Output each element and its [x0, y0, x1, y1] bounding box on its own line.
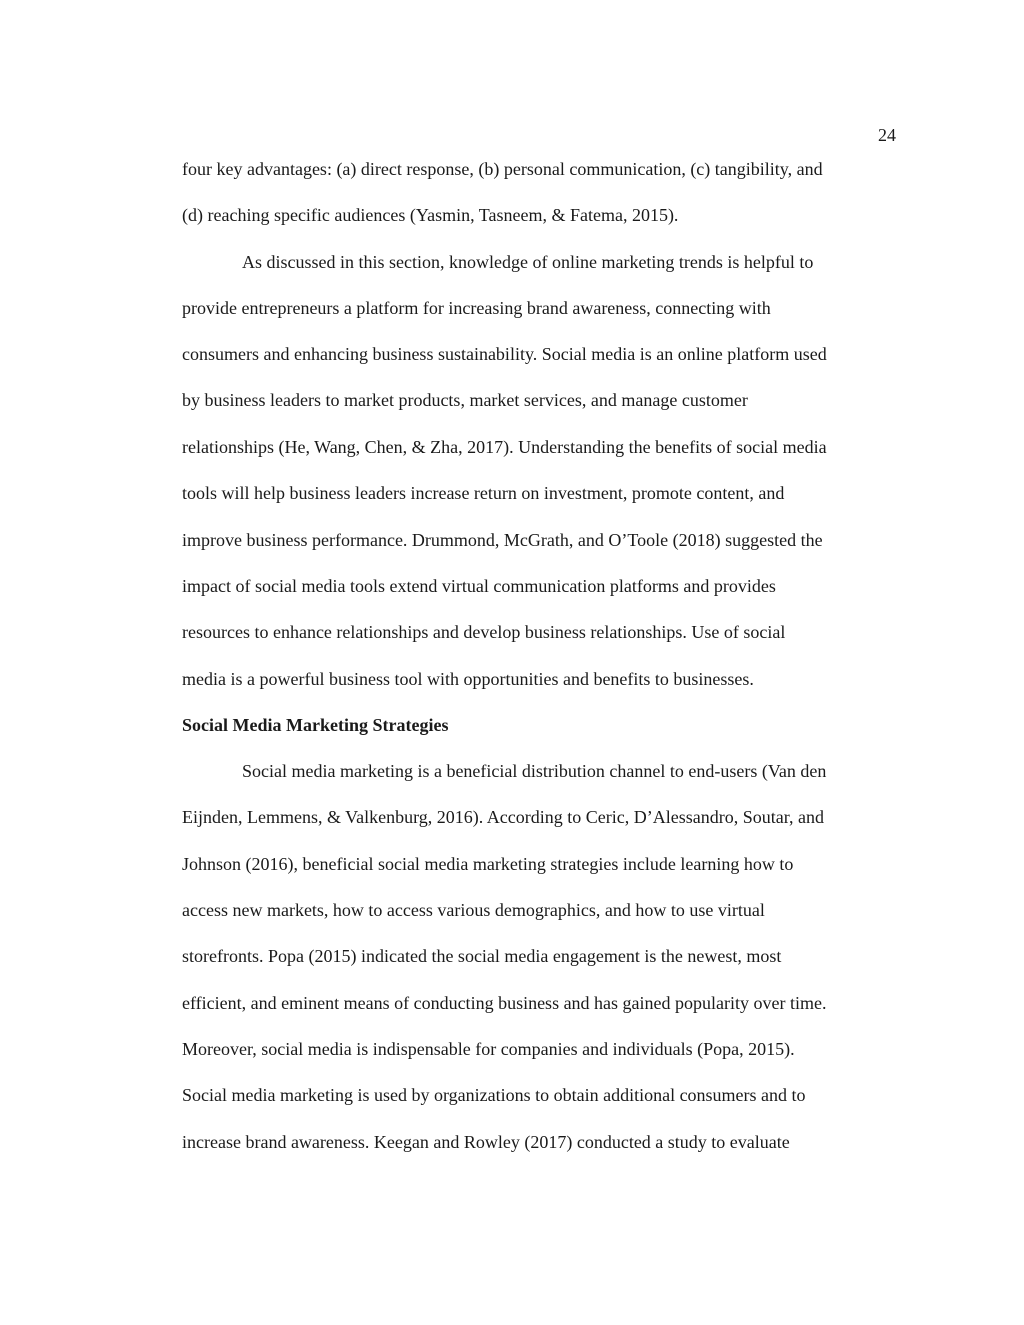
- paragraph-1-line: four key advantages: (a) direct response, (b) personal communication, (c) tangibility, and: [182, 159, 823, 179]
- paragraph-2-line: impact of social media tools extend virtual communication platforms and provides: [182, 576, 776, 596]
- paragraph-2-line: relationships (He, Wang, Chen, & Zha, 2017). Understanding the benefits of social media: [182, 437, 827, 457]
- paragraph-3-line: storefronts. Popa (2015) indicated the social media engagement is the newest, most: [182, 946, 782, 966]
- page-number: 24: [878, 125, 896, 145]
- paragraph-2-line: consumers and enhancing business sustainability. Social media is an online platform used: [182, 344, 827, 364]
- paragraph-3-line: increase brand awareness. Keegan and Rowley (2017) conducted a study to evaluate: [182, 1132, 790, 1152]
- paragraph-3-line: Moreover, social media is indispensable for companies and individuals (Popa, 2015).: [182, 1039, 795, 1059]
- paragraph-3-line: Social media marketing is used by organizations to obtain additional consumers and to: [182, 1085, 806, 1105]
- paragraph-2-line: tools will help business leaders increase return on investment, promote content, and: [182, 483, 785, 503]
- paragraph-3-line: Johnson (2016), beneficial social media marketing strategies include learning how to: [182, 854, 794, 874]
- section-heading: Social Media Marketing Strategies: [182, 715, 449, 735]
- paragraph-3-line: efficient, and eminent means of conducting business and has gained popularity over time.: [182, 993, 827, 1013]
- paragraph-2-line: provide entrepreneurs a platform for increasing brand awareness, connecting with: [182, 298, 771, 318]
- paragraph-2-line: As discussed in this section, knowledge of online marketing trends is helpful to: [242, 252, 814, 272]
- paragraph-3-line: Eijnden, Lemmens, & Valkenburg, 2016). According to Ceric, D’Alessandro, Soutar, and: [182, 807, 824, 827]
- paragraph-2-line: resources to enhance relationships and develop business relationships. Use of social: [182, 622, 786, 642]
- paragraph-2-line: improve business performance. Drummond, McGrath, and O’Toole (2018) suggested the: [182, 530, 823, 550]
- paragraph-1-line: (d) reaching specific audiences (Yasmin, Tasneem, & Fatema, 2015).: [182, 205, 679, 225]
- paragraph-3-line: access new markets, how to access various demographics, and how to use virtual: [182, 900, 765, 920]
- paragraph-2-line: by business leaders to market products, market services, and manage customer: [182, 390, 748, 410]
- paragraph-2-line: media is a powerful business tool with opportunities and benefits to businesses.: [182, 669, 754, 689]
- paragraph-3-line: Social media marketing is a beneficial distribution channel to end-users (Van den: [242, 761, 827, 781]
